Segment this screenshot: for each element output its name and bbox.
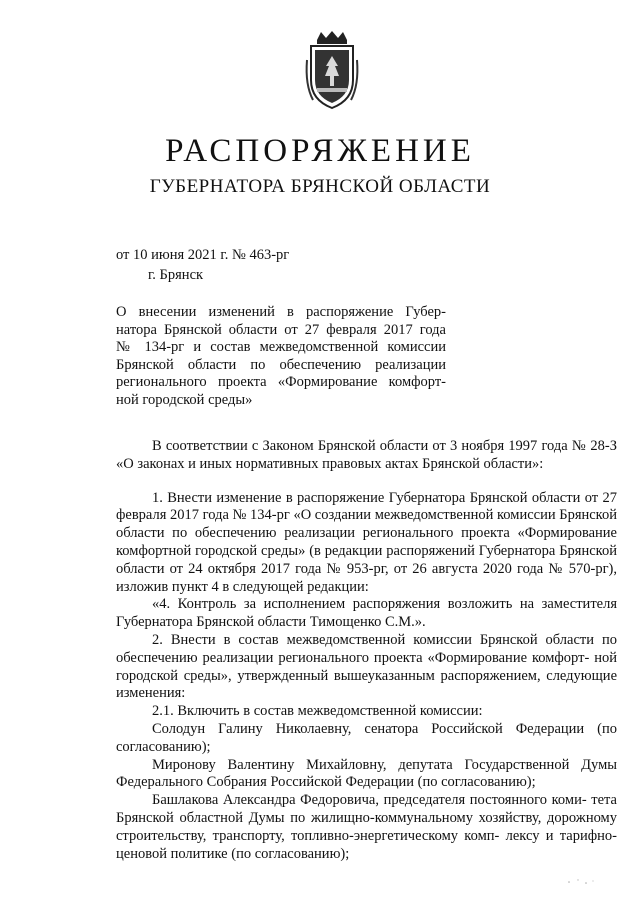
item-2-1-paragraph: 2.1. Включить в состав межведомственной комиссии:: [152, 703, 483, 720]
subject-line: О внесении изменений в распоряжение Губер-: [116, 304, 446, 320]
subject-line: Брянской области по обеспечению реализации: [116, 356, 446, 373]
document-date-number: от 10 июня 2021 г. № 463-рг: [116, 247, 290, 263]
coat-of-arms-icon: [303, 30, 361, 110]
document-place: г. Брянск: [148, 267, 204, 283]
item-1-quote-paragraph: «4. Контроль за исполнением распоряжения возложить на заместителя Губернатора Брянской области Тимощенко С.М.».: [116, 596, 617, 631]
document-subject: [116, 304, 446, 409]
subject-line: регионального проекта «Формирование комфорт-: [116, 374, 446, 390]
member-paragraph: Башлакова Александра Федоровича, председателя постоянного коми- тета Брянской областной Думы по жилищно-коммунальному хозяйству, дорожному строительству, транспорту, топливно-энергетическому комп- лексу и тарифно-ценовой политике (по согласованию);: [116, 792, 617, 862]
document-title: РАСПОРЯЖЕНИЕ: [165, 133, 475, 169]
subject-line: № 134-рг и состав межведомственной комиссии: [116, 339, 446, 355]
subject-line: натора Брянской области от 27 февраля 2017 года: [116, 321, 446, 338]
item-2-paragraph: 2. Внести в состав межведомственной комиссии Брянской области по обеспечению реализации регионального проекта «Формирование комфорт- ной городской среды», утвержденный вышеуказанным распоряжением, следующие изменения:: [116, 631, 617, 702]
document-body: [116, 438, 617, 863]
item-1-paragraph: 1. Внести изменение в распоряжение Губернатора Брянской области от 27 февраля 2017 года № 134-рг «О создании межведомственной комиссии Брянской области по обеспечению реализации регионального проекта «Формирование комфортной городской среды» (в редакции распоряжений Губернатора Брянской области от 24 октября 2017 года № 953-рг, от 26 августа 2020 года № 570-рг), изложив пункт 4 в следующей редакции:: [116, 489, 617, 595]
document-issuer: ГУБЕРНАТОРА БРЯНСКОЙ ОБЛАСТИ: [149, 176, 491, 197]
preamble-paragraph: В соответствии с Законом Брянской области от 3 ноября 1997 года № 28-З «О законах и иных нормативных правовых актах Брянской области»:: [116, 438, 617, 472]
subject-line: ной городской среды»: [116, 391, 253, 408]
member-paragraph: Солодун Галину Николаевну, сенатора Российской Федерации (по согласованию);: [116, 720, 617, 755]
scan-artifact: [566, 873, 596, 883]
member-paragraph: Миронову Валентину Михайловну, депутата Государственной Думы Федерального Собрания Российской Федерации (по согласованию);: [116, 756, 617, 791]
